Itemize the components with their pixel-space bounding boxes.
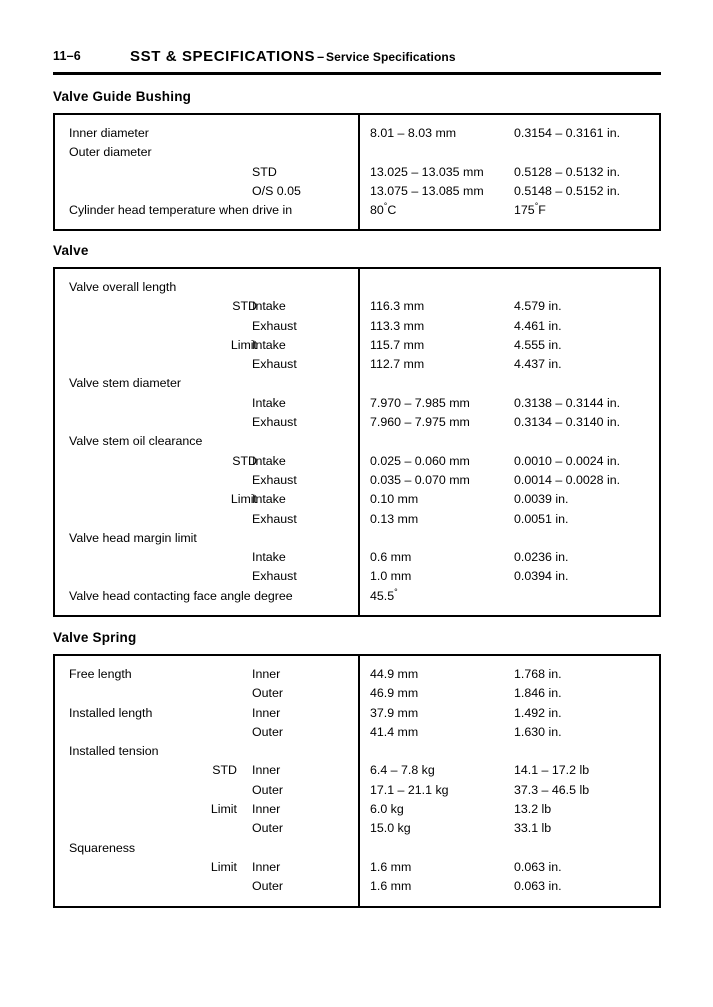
row-value-metric: 46.9 mm bbox=[370, 686, 419, 701]
table-row bbox=[55, 432, 659, 451]
table-row bbox=[55, 858, 659, 877]
row-value-imperial: 1.630 in. bbox=[514, 724, 562, 739]
row-subtype: Inner bbox=[252, 705, 281, 720]
page-title-sub: Service Specifications bbox=[326, 50, 456, 64]
table-row bbox=[55, 336, 659, 355]
row-label: Installed tension bbox=[69, 744, 159, 759]
row-subtype: Intake bbox=[252, 299, 286, 314]
row-value-metric: 41.4 mm bbox=[370, 724, 419, 739]
table-row bbox=[55, 317, 659, 336]
row-value-metric: 0.035 – 0.070 mm bbox=[370, 472, 470, 487]
row-value-metric: 17.1 – 21.1 kg bbox=[370, 782, 449, 797]
table-row bbox=[55, 413, 659, 432]
row-subtype: Exhaust bbox=[252, 569, 297, 584]
section-heading: Valve bbox=[53, 243, 89, 258]
table-row bbox=[55, 490, 659, 509]
spec-table bbox=[53, 113, 661, 231]
table-row bbox=[55, 684, 659, 703]
table-row bbox=[55, 665, 659, 684]
table-body bbox=[55, 269, 659, 615]
row-value-metric: 80°C bbox=[370, 201, 397, 218]
table-row bbox=[55, 394, 659, 413]
row-value-imperial: 0.063 in. bbox=[514, 879, 562, 894]
row-value-metric: 1.0 mm bbox=[370, 569, 412, 584]
row-label: Valve head contacting face angle degree bbox=[69, 588, 293, 603]
row-value-metric: 0.025 – 0.060 mm bbox=[370, 453, 470, 468]
row-value-metric: 116.3 mm bbox=[370, 299, 425, 314]
row-value-imperial: 0.063 in. bbox=[514, 859, 562, 874]
row-label: Outer diameter bbox=[69, 145, 152, 160]
row-subtype: Intake bbox=[252, 395, 286, 410]
row-label: Squareness bbox=[69, 840, 136, 855]
page-number: 11–6 bbox=[53, 49, 81, 63]
row-value-imperial: 0.0051 in. bbox=[514, 511, 569, 526]
table-row bbox=[55, 182, 659, 201]
row-subtype: Inner bbox=[252, 859, 281, 874]
table-row bbox=[55, 819, 659, 838]
row-value-imperial: 0.0039 in. bbox=[514, 492, 569, 507]
row-subtype: Outer bbox=[252, 724, 283, 739]
row-label: Cylinder head temperature when drive in bbox=[69, 203, 293, 218]
table-row bbox=[55, 471, 659, 490]
row-subtype: Outer bbox=[252, 821, 283, 836]
row-label: Inner diameter bbox=[69, 126, 149, 140]
table-row bbox=[55, 201, 659, 220]
table-row bbox=[55, 355, 659, 374]
table-row bbox=[55, 452, 659, 471]
row-qualifier: Limit bbox=[210, 802, 237, 817]
row-value-imperial: 4.579 in. bbox=[514, 299, 562, 314]
row-value-imperial: 0.0236 in. bbox=[514, 550, 569, 565]
table-row bbox=[55, 143, 659, 162]
table-row bbox=[55, 510, 659, 529]
row-subtype: Inner bbox=[252, 763, 281, 778]
row-value-imperial: 0.5148 – 0.5152 in. bbox=[514, 183, 621, 198]
row-subtype: Outer bbox=[252, 782, 283, 797]
row-value-imperial: 1.492 in. bbox=[514, 705, 562, 720]
row-value-metric: 113.3 mm bbox=[370, 318, 425, 333]
row-subtype: Intake bbox=[252, 337, 286, 352]
row-value-imperial: 33.1 lb bbox=[514, 821, 552, 836]
row-label: Installed length bbox=[69, 705, 153, 720]
row-value-metric: 0.10 mm bbox=[370, 492, 419, 507]
table-row bbox=[55, 761, 659, 780]
row-subtype: Intake bbox=[252, 453, 286, 468]
row-value-imperial: 14.1 – 17.2 lb bbox=[514, 763, 590, 778]
table-row bbox=[55, 704, 659, 723]
row-subtype: Exhaust bbox=[252, 511, 297, 526]
row-value-metric: 37.9 mm bbox=[370, 705, 419, 720]
row-subtype: STD bbox=[252, 164, 277, 179]
table-row bbox=[55, 374, 659, 393]
row-label: Free length bbox=[69, 667, 132, 681]
row-qualifier: Limit bbox=[230, 337, 257, 352]
row-subtype: Outer bbox=[252, 686, 283, 701]
page-title-main: SST & SPECIFICATIONS bbox=[130, 48, 316, 65]
row-value-imperial: 4.461 in. bbox=[514, 318, 562, 333]
page-title bbox=[130, 48, 456, 66]
row-value-metric: 13.025 – 13.035 mm bbox=[370, 164, 484, 179]
row-value-imperial: 0.3134 – 0.3140 in. bbox=[514, 415, 621, 430]
row-label: Valve head margin limit bbox=[69, 530, 197, 545]
row-value-metric: 6.4 – 7.8 kg bbox=[370, 763, 435, 778]
row-value-imperial: 0.0394 in. bbox=[514, 569, 569, 584]
table-row bbox=[55, 800, 659, 819]
row-subtype: Exhaust bbox=[252, 318, 297, 333]
row-subtype: Exhaust bbox=[252, 357, 297, 372]
row-value-imperial: 4.437 in. bbox=[514, 357, 562, 372]
table-row bbox=[55, 723, 659, 742]
row-value-metric: 13.075 – 13.085 mm bbox=[370, 183, 484, 198]
row-value-imperial: 0.3138 – 0.3144 in. bbox=[514, 395, 621, 410]
row-value-metric: 15.0 kg bbox=[370, 821, 411, 836]
row-value-metric: 44.9 mm bbox=[370, 667, 419, 681]
row-subtype: Exhaust bbox=[252, 472, 297, 487]
row-label: Valve overall length bbox=[69, 280, 177, 294]
row-value-metric: 7.960 – 7.975 mm bbox=[370, 415, 470, 430]
table-row bbox=[55, 548, 659, 567]
table-row bbox=[55, 781, 659, 800]
row-value-imperial: 37.3 – 46.5 lb bbox=[514, 782, 590, 797]
table-row bbox=[55, 877, 659, 896]
row-value-metric: 0.6 mm bbox=[370, 550, 412, 565]
row-value-metric: 7.970 – 7.985 mm bbox=[370, 395, 470, 410]
row-subtype: Intake bbox=[252, 550, 286, 565]
page-header bbox=[53, 48, 661, 72]
row-value-metric: 1.6 mm bbox=[370, 879, 412, 894]
row-subtype: O/S 0.05 bbox=[252, 183, 301, 198]
row-subtype: Inner bbox=[252, 802, 281, 817]
row-subtype: Intake bbox=[252, 492, 286, 507]
row-qualifier: Limit bbox=[210, 859, 237, 874]
table-body bbox=[55, 656, 659, 906]
table-row bbox=[55, 567, 659, 586]
page-title-dash: – bbox=[317, 50, 325, 64]
row-value-imperial: 0.0014 – 0.0028 in. bbox=[514, 472, 621, 487]
row-value-imperial: 175°F bbox=[514, 201, 546, 218]
row-value-imperial: 1.846 in. bbox=[514, 686, 562, 701]
table-row bbox=[55, 839, 659, 858]
table-body bbox=[55, 115, 659, 229]
row-value-imperial: 0.3154 – 0.3161 in. bbox=[514, 126, 621, 140]
table-row bbox=[55, 297, 659, 316]
row-value-metric: 6.0 kg bbox=[370, 802, 404, 817]
row-qualifier: STD bbox=[232, 453, 257, 468]
row-qualifier: STD bbox=[212, 763, 237, 778]
row-value-metric: 0.13 mm bbox=[370, 511, 419, 526]
row-label: Valve stem oil clearance bbox=[69, 434, 203, 449]
spec-table bbox=[53, 267, 661, 617]
table-row bbox=[55, 278, 659, 297]
table-row bbox=[55, 529, 659, 548]
header-rule bbox=[53, 72, 661, 75]
row-label: Valve stem diameter bbox=[69, 376, 182, 391]
table-row bbox=[55, 742, 659, 761]
row-subtype: Inner bbox=[252, 667, 281, 681]
table-row bbox=[55, 163, 659, 182]
row-value-metric: 115.7 mm bbox=[370, 337, 425, 352]
row-value-metric: 8.01 – 8.03 mm bbox=[370, 126, 457, 140]
row-value-metric: 112.7 mm bbox=[370, 357, 425, 372]
section-heading: Valve Guide Bushing bbox=[53, 89, 192, 104]
table-row bbox=[55, 124, 659, 143]
row-qualifier: Limit bbox=[230, 492, 257, 507]
row-value-imperial: 0.5128 – 0.5132 in. bbox=[514, 164, 621, 179]
spec-table bbox=[53, 654, 661, 908]
row-value-metric: 45.5° bbox=[370, 586, 398, 603]
row-subtype: Exhaust bbox=[252, 415, 297, 430]
row-value-metric: 1.6 mm bbox=[370, 859, 412, 874]
row-qualifier: STD bbox=[232, 299, 257, 314]
row-value-imperial: 4.555 in. bbox=[514, 337, 562, 352]
row-value-imperial: 13.2 lb bbox=[514, 802, 552, 817]
row-subtype: Outer bbox=[252, 879, 283, 894]
row-value-imperial: 1.768 in. bbox=[514, 667, 562, 681]
row-value-imperial: 0.0010 – 0.0024 in. bbox=[514, 453, 621, 468]
section-heading: Valve Spring bbox=[53, 630, 137, 645]
table-row bbox=[55, 587, 659, 606]
